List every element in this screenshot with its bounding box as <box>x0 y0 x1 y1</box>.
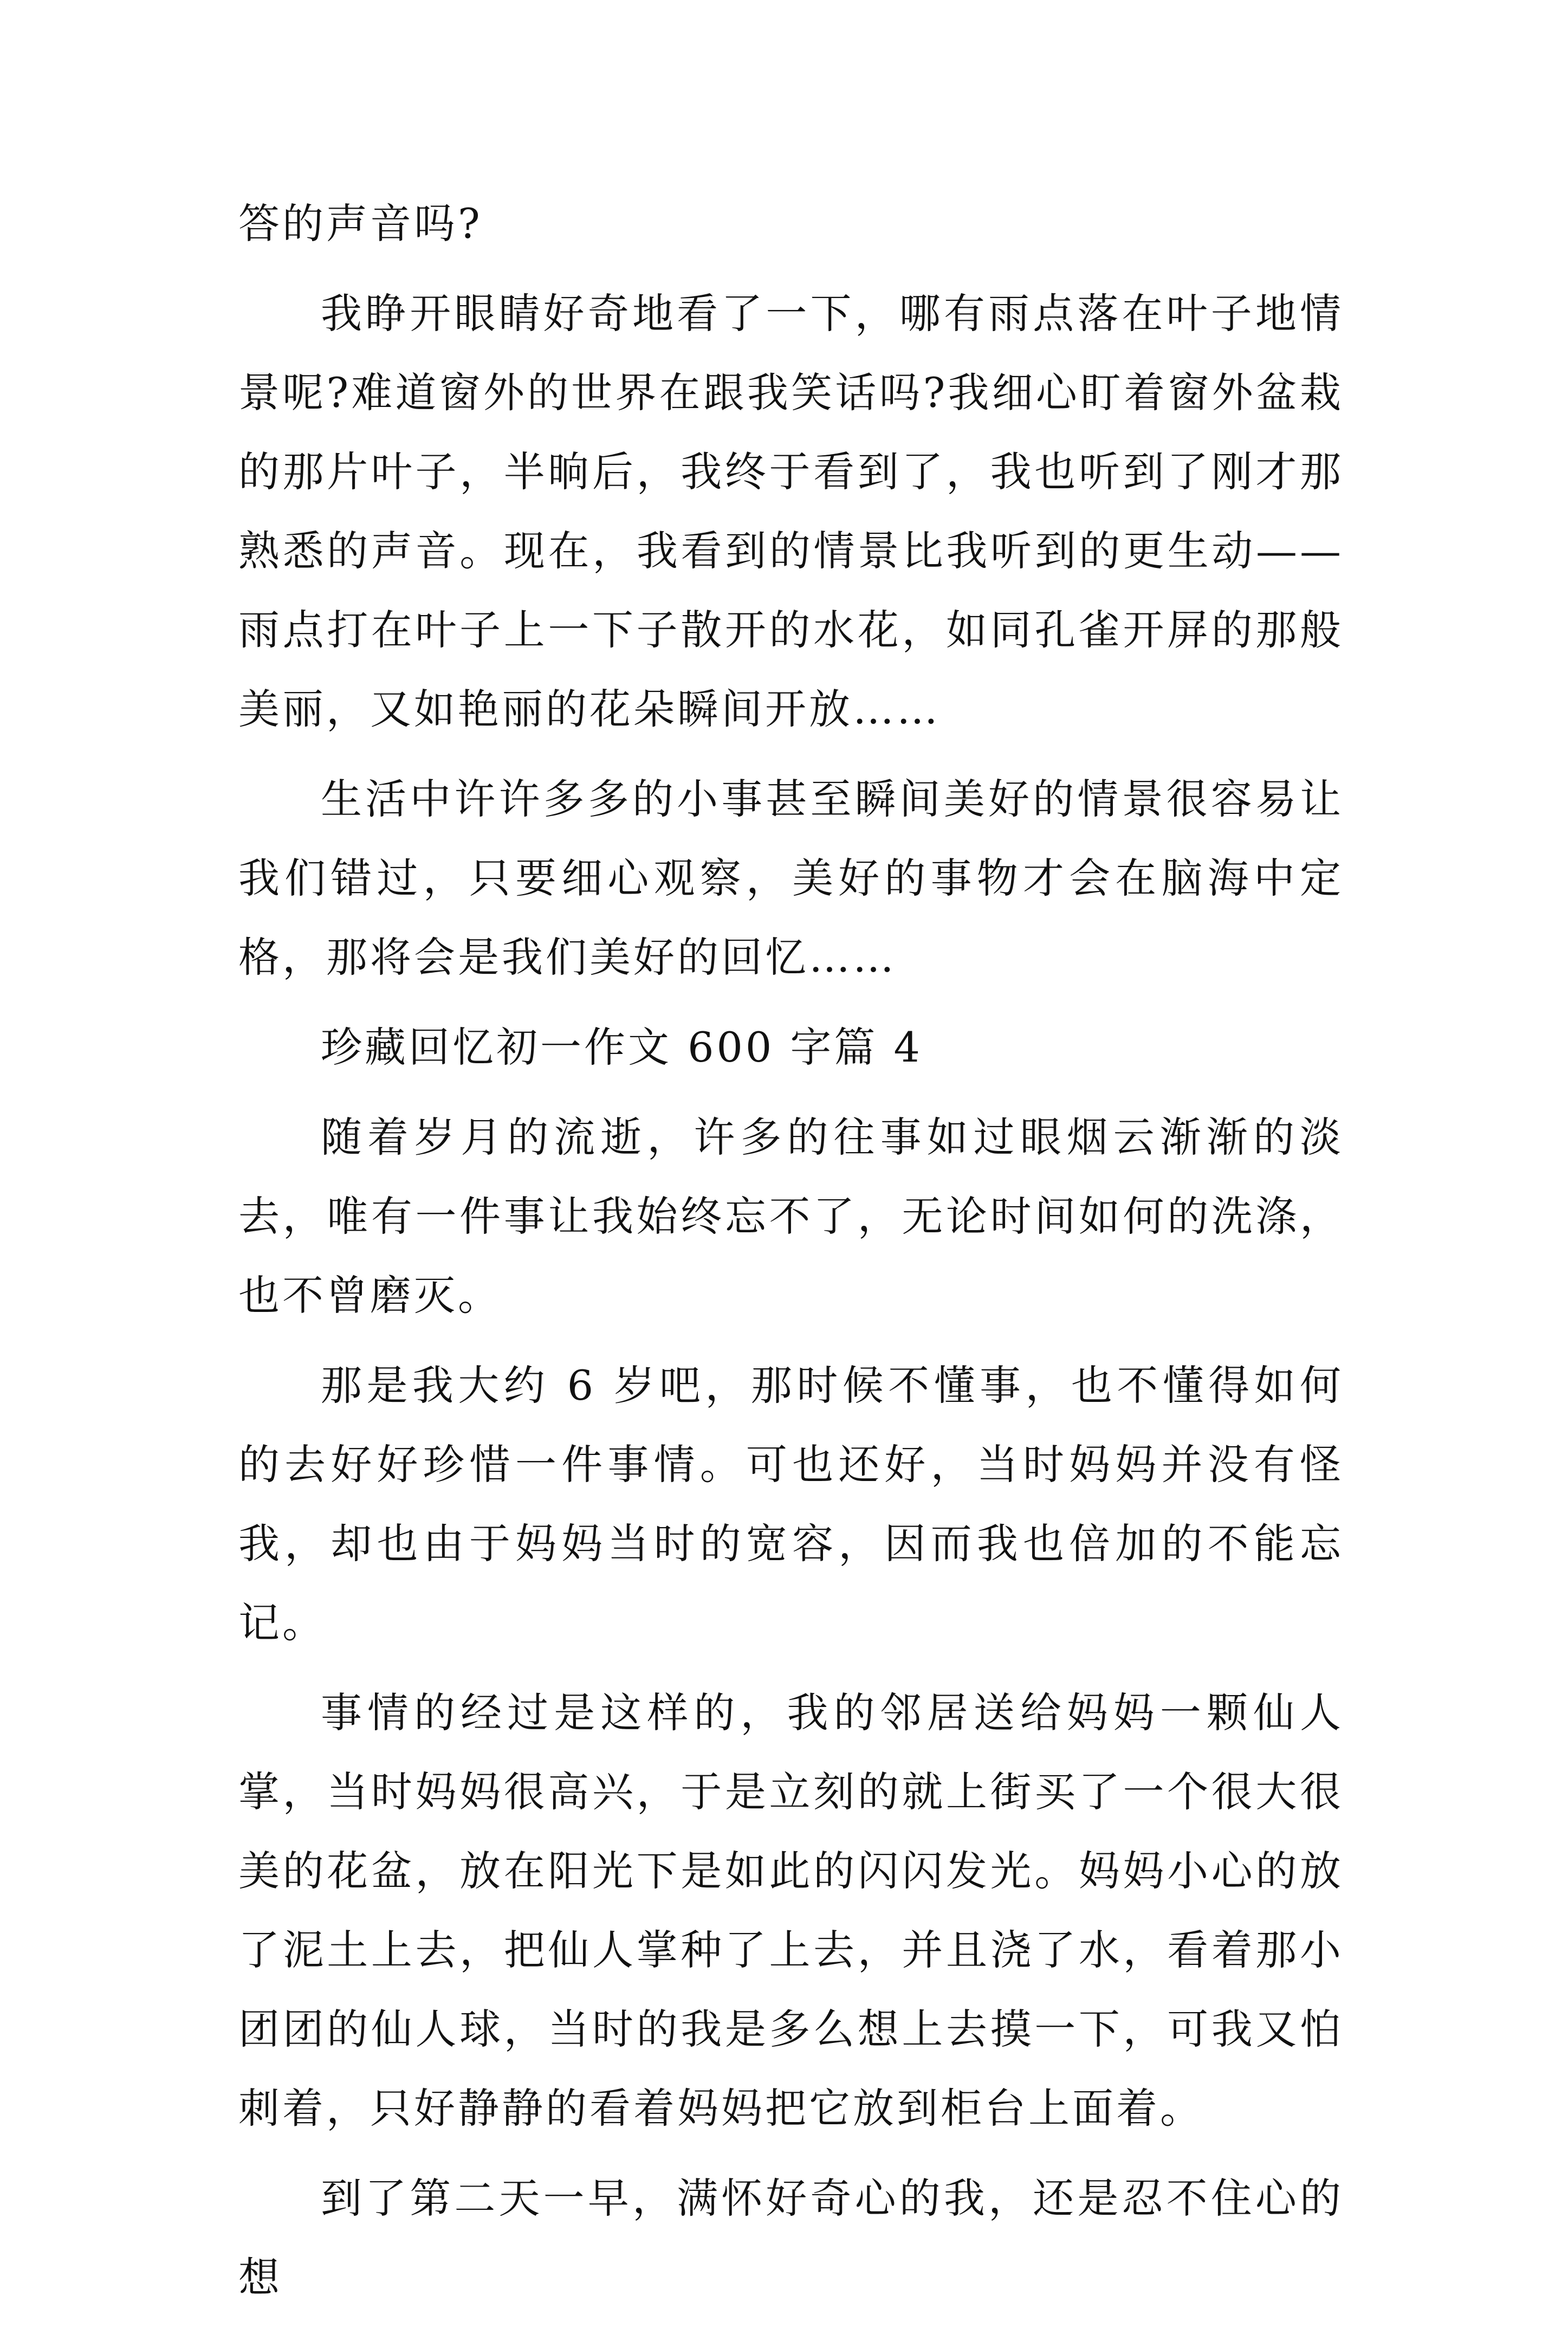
paragraph: 随着岁月的流逝，许多的往事如过眼烟云渐渐的淡去，唯有一件事让我始终忘不了，无论时间如何的洗涤，也不曾磨灭。 <box>238 1113 1344 1320</box>
paragraph: 那是我大约 6 岁吧，那时候不懂事，也不懂得如何的去好好珍惜一件事情。可也还好，当时妈妈并没有怪我，却也由于妈妈当时的宽容，因而我也倍加的不能忘记。 <box>238 1361 1344 1647</box>
paragraph: 生活中许许多多的小事甚至瞬间美好的情景很容易让我们错过，只要细心观察，美好的事物才会在脑海中定格，那将会是我们美好的回忆…… <box>238 775 1344 981</box>
document-body <box>238 184 1344 2328</box>
paragraph: 事情的经过是这样的，我的邻居送给妈妈一颗仙人掌，当时妈妈很高兴，于是立刻的就上街买了一个很大很美的花盆，放在阳光下是如此的闪闪发光。妈妈小心的放了泥土上去，把仙人掌种了上去，并且浇了水，看着那小团团的仙人球，当时的我是多么想上去摸一下，可我又怕刺着，只好静静的看着妈妈把它放到柜台上面着。 <box>238 1689 1344 2132</box>
section-heading: 珍藏回忆初一作文 600 字篇 4 <box>321 1023 923 1071</box>
paragraph: 到了第二天一早，满怀好奇心的我，还是忍不住心的想 <box>238 2174 1344 2301</box>
paragraph: 答的声音吗? <box>238 199 483 248</box>
paragraph: 我睁开眼睛好奇地看了一下，哪有雨点落在叶子地情景呢?难道窗外的世界在跟我笑话吗?我细心盯着窗外盆栽的那片叶子，半晌后，我终于看到了，我也听到了刚才那熟悉的声音。现在，我看到的情景比我听到的更生动——雨点打在叶子上一下子散开的水花，如同孔雀开屏的那般美丽，又如艳丽的花朵瞬间开放…… <box>238 289 1344 733</box>
